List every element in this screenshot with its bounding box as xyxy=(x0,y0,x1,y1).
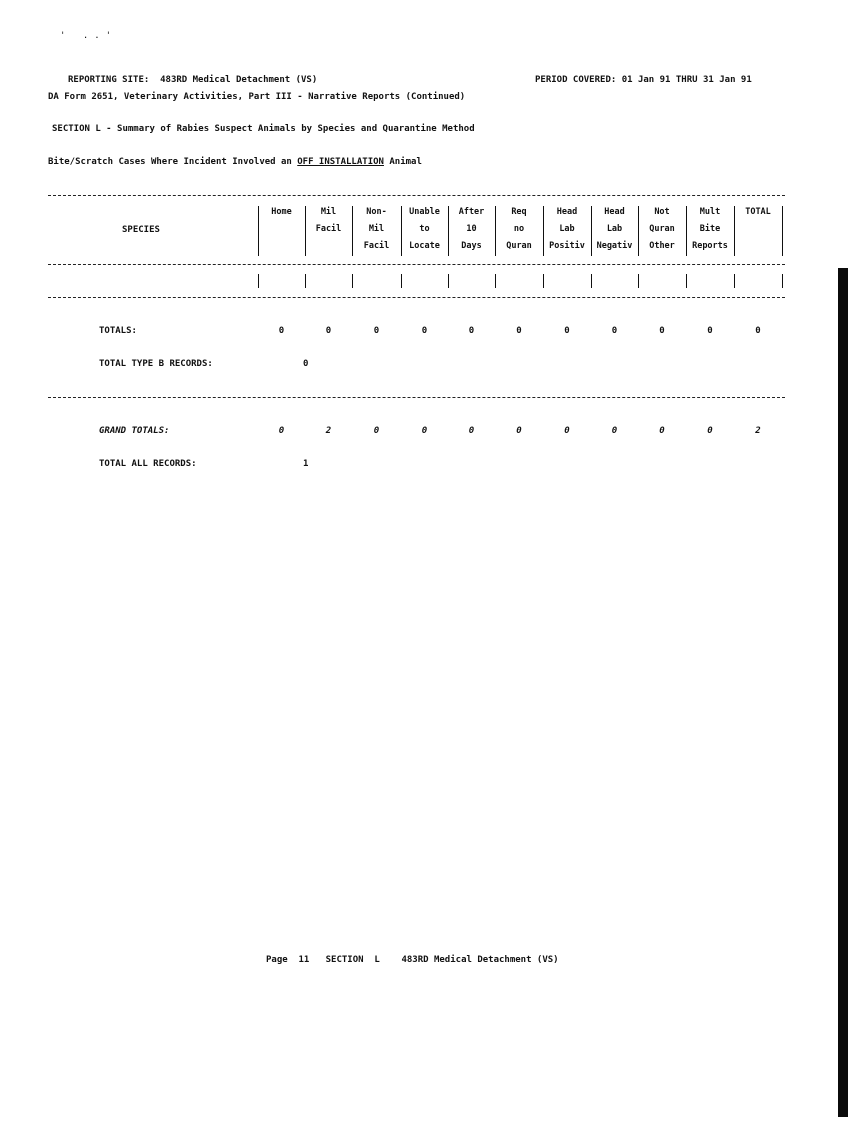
grand-totals-label: GRAND TOTALS: xyxy=(99,426,170,436)
subtitle-prefix: Bite/Scratch Cases Where Incident Involved an xyxy=(48,157,298,167)
total-value-cell: 2 xyxy=(755,426,761,436)
column-header-line: Mil xyxy=(368,224,385,234)
total-value-cell: 0 xyxy=(659,326,665,336)
column-header-line: Req xyxy=(511,207,527,217)
column-header-line: Mil xyxy=(320,207,337,217)
scan-marks: ' ..' xyxy=(60,31,118,41)
grand-totals-rule xyxy=(48,397,785,398)
column-divider xyxy=(305,274,306,288)
column-divider xyxy=(495,274,496,288)
column-header-line: Facil xyxy=(363,241,390,251)
subtitle-emphasis: OFF INSTALLATION xyxy=(297,157,384,167)
section-title: SECTION L - Summary of Rabies Suspect Animals by Species and Quarantine Method xyxy=(52,124,475,134)
total-value-cell: 0 xyxy=(707,326,713,336)
column-header-line: Negativ xyxy=(596,241,633,251)
column-divider xyxy=(258,274,259,288)
type-b-records-value: 0 xyxy=(303,359,309,369)
total-value-cell: 0 xyxy=(421,426,428,436)
species-header: SPECIES xyxy=(122,225,160,235)
column-divider xyxy=(686,206,687,256)
column-header-line: Home xyxy=(271,207,292,217)
totals-label: TOTALS: xyxy=(99,326,137,336)
table-top-rule xyxy=(48,195,785,196)
column-divider xyxy=(638,206,639,256)
total-value-cell: 2 xyxy=(325,426,332,436)
column-divider xyxy=(686,274,687,288)
header-bottom-rule xyxy=(48,264,785,265)
data-bottom-rule xyxy=(48,297,785,298)
column-header-line: Lab xyxy=(559,224,575,234)
column-header-line: no xyxy=(513,224,525,234)
column-divider xyxy=(591,206,592,256)
total-value-cell: 0 xyxy=(516,326,522,336)
column-divider xyxy=(543,274,544,288)
column-header-line: Unable xyxy=(409,207,440,217)
column-divider xyxy=(591,274,592,288)
total-value-cell: 0 xyxy=(468,426,475,436)
total-value-cell: 0 xyxy=(564,426,570,436)
column-header-line: 10 xyxy=(466,224,477,234)
column-header-line: Quran xyxy=(506,241,532,251)
page-footer: Page 11 SECTION L 483RD Medical Detachment (VS) xyxy=(266,955,559,965)
column-header-line: Mult xyxy=(699,207,721,217)
total-value-cell: 0 xyxy=(421,326,428,336)
total-value-cell: 0 xyxy=(278,426,285,436)
column-header-line: to xyxy=(419,224,430,234)
column-header-line: Head xyxy=(604,207,625,217)
column-header-line: Locate xyxy=(409,241,440,251)
column-header-line: Other xyxy=(649,241,675,251)
all-records-value: 1 xyxy=(303,459,309,469)
total-value-cell: 0 xyxy=(611,426,618,436)
column-divider xyxy=(638,274,639,288)
column-header-line: Non- xyxy=(366,207,387,217)
total-value-cell: 0 xyxy=(611,326,618,336)
column-divider xyxy=(258,206,259,256)
column-divider xyxy=(782,206,783,256)
column-divider xyxy=(543,206,544,256)
subtitle-suffix: Animal xyxy=(383,157,422,167)
total-value-cell: 0 xyxy=(325,326,332,336)
total-value-cell: 0 xyxy=(373,426,380,436)
column-divider xyxy=(448,274,449,288)
column-header-line: After xyxy=(458,207,485,217)
form-title: DA Form 2651, Veterinary Activities, Part III - Narrative Reports (Continued) xyxy=(48,92,466,102)
total-value-cell: 0 xyxy=(373,326,380,336)
total-value-cell: 0 xyxy=(659,426,665,436)
period-covered: PERIOD COVERED: 01 Jan 91 THRU 31 Jan 91 xyxy=(535,75,752,85)
total-value-cell: 0 xyxy=(516,426,522,436)
total-value-cell: 0 xyxy=(564,326,570,336)
all-records-label: TOTAL ALL RECORDS: xyxy=(99,459,197,469)
column-header-line: Head xyxy=(556,207,578,217)
scan-edge-bar xyxy=(838,268,848,1117)
column-header-line: Quran xyxy=(649,224,675,234)
column-header-line: TOTAL xyxy=(745,207,771,217)
total-value-cell: 0 xyxy=(468,326,475,336)
column-header-line: Bite xyxy=(699,224,721,234)
column-header-line: Reports xyxy=(692,241,728,251)
column-header-line: Facil xyxy=(315,224,342,234)
column-header-line: Days xyxy=(461,241,482,251)
column-divider xyxy=(401,206,402,256)
column-divider xyxy=(352,206,353,256)
column-divider xyxy=(782,274,783,288)
column-divider xyxy=(401,274,402,288)
reporting-site: REPORTING SITE: 483RD Medical Detachment (VS) xyxy=(68,75,318,85)
column-divider xyxy=(495,206,496,256)
column-divider xyxy=(448,206,449,256)
column-header-line: Positiv xyxy=(549,241,585,251)
total-value-cell: 0 xyxy=(278,326,285,336)
type-b-records-label: TOTAL TYPE B RECORDS: xyxy=(99,359,213,369)
total-value-cell: 0 xyxy=(755,326,761,336)
column-divider xyxy=(734,274,735,288)
report-subtitle xyxy=(48,157,422,168)
column-divider xyxy=(352,274,353,288)
column-header-line: Not xyxy=(654,207,670,217)
column-header-line: Lab xyxy=(606,224,623,234)
column-divider xyxy=(734,206,735,256)
column-divider xyxy=(305,206,306,256)
total-value-cell: 0 xyxy=(707,426,713,436)
